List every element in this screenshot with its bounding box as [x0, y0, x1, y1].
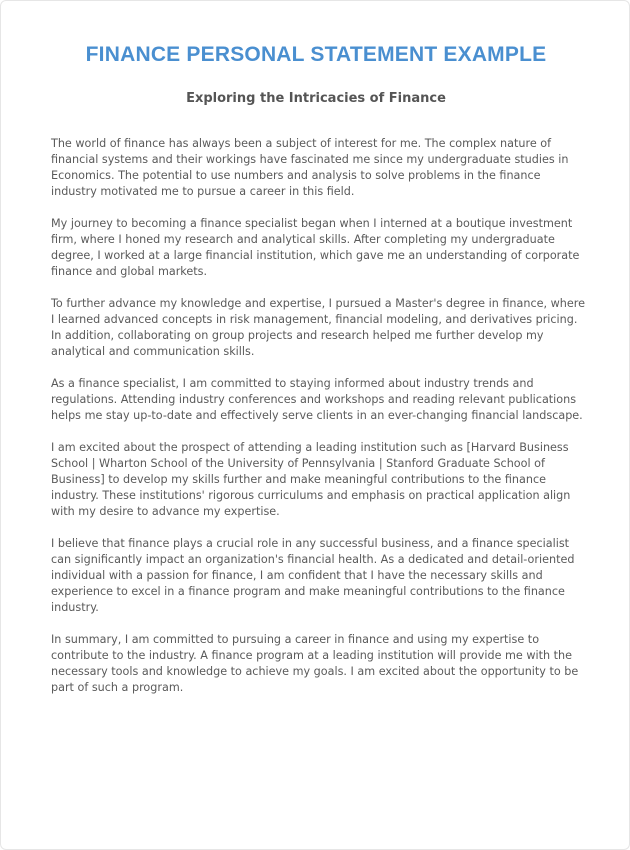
paragraph-1: The world of finance has always been a subject of interest for me. The complex nature of financial systems and their workings have fascinated me since my undergraduate studies in Economics. The potential to use numbers and analysis to solve problems in the finance industry motivated me to pursue a career in this field. — [51, 137, 569, 198]
statement-body — [51, 136, 585, 712]
paragraph-2: My journey to becoming a finance specialist began when I interned at a boutique investment firm, where I honed my research and analytical skills. After completing my undergraduate degree, I worked at a large financial institution, which gave me an understanding of corporate finance and global markets. — [51, 217, 580, 278]
paragraph-6: I believe that finance plays a crucial role in any successful business, and a finance specialist can significantly impact an organization's financial health. As a dedicated and detail-oriented individual with a passion for finance, I am confident that I have the necessary skills and experience to excel in a finance program and make meaningful contributions to the finance industry. — [51, 537, 575, 614]
paragraph-5: I am excited about the prospect of attending a leading institution such as [Harvard Business School | Wharton School of the University of Pennsylvania | Stanford Graduate School of Business] to develop my skills further and make meaningful contributions to the finance industry. These institutions' rigorous curriculums and emphasis on practical application align with my desire to advance my expertise. — [51, 441, 571, 518]
document-subtitle: Exploring the Intricacies of Finance — [186, 91, 446, 106]
paragraph-7: In summary, I am committed to pursuing a career in finance and using my expertise to contribute to the industry. A finance program at a leading institution will provide me with the necessary tools and knowledge to achieve my goals. I am excited about the opportunity to be part of such a program. — [51, 633, 579, 694]
paragraph-3: To further advance my knowledge and expertise, I pursued a Master's degree in finance, where I learned advanced concepts in risk management, financial modeling, and derivatives pricing. In addition, collaborating on group projects and research helped me further develop my analytical and communication skills. — [51, 297, 585, 358]
paragraph-4: As a finance specialist, I am committed to staying informed about industry trends and regulations. Attending industry conferences and workshops and reading relevant publications helps me stay up-to-date and effectively serve clients in an ever-changing financial landscape. — [51, 377, 583, 422]
document-title: FINANCE PERSONAL STATEMENT EXAMPLE — [85, 43, 547, 66]
